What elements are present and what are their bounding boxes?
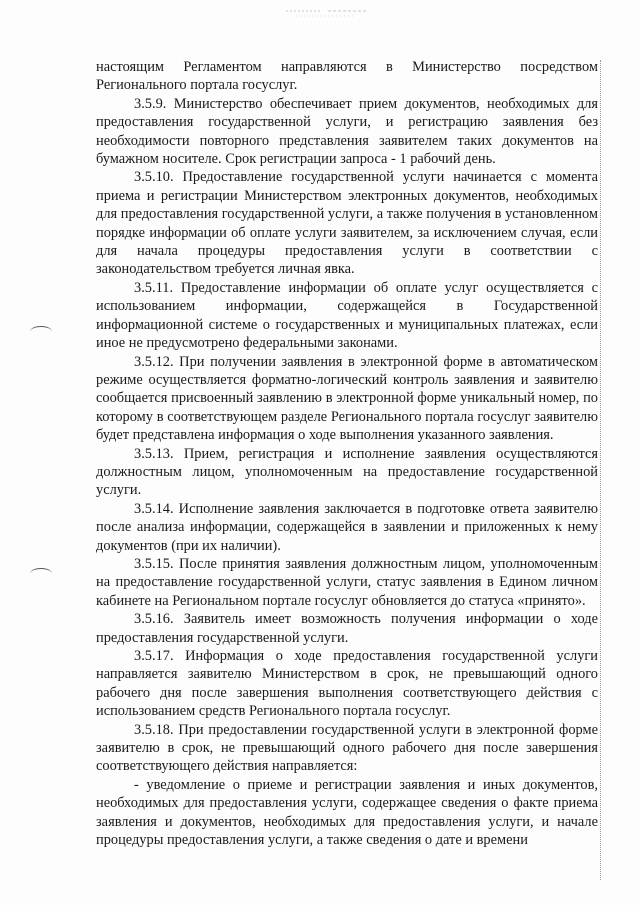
paragraph-3-5-17: 3.5.17. Информация о ходе предоставления государственной услуги направляется заявителю Министерством в срок, не превышающий одного рабочего дня после завершения выполнения соответствующего действия с использованием средств Регионального портала госуслуг. [96,648,598,720]
paragraph-3-5-15: 3.5.15. После принятия заявления должностным лицом, уполномоченным на предоставление государственной услуги, статус заявления в Едином личном кабинете на Региональном портале госуслуг обновляется до статуса «принято». [96,555,598,609]
paragraph-continuation: настоящим Регламентом направляются в Министерство посредством Регионального портала госуслуг. [96,59,598,94]
paragraph-3-5-16: 3.5.16. Заявитель имеет возможность получения информации о ходе предоставления государственной услуги. [96,611,598,646]
punch-hole-mark-lower [30,568,52,579]
paragraph-3-5-13: 3.5.13. Прием, регистрация и исполнение заявления осуществляются должностным лицом, уполномоченным на предоставление государственной услуги. [96,445,598,499]
paragraph-3-5-14: 3.5.14. Исполнение заявления заключается в подготовке ответа заявителю после анализа информации, содержащейся в заявлении и приложенных к нему документов (при их наличии). [96,500,598,554]
document-body [96,58,598,849]
punch-hole-mark-upper [30,326,52,337]
paragraph-3-5-12: 3.5.12. При получении заявления в электронной форме в автоматическом режиме осуществляется форматно-логический контроль заявления и заявителю сообщается присвоенный заявлению в электронной форме уникальный номер, по которому в соответствующем разделе Регионального портала госуслуг заявителю будет представлена информация о ходе выполнения указанного заявления. [96,353,598,444]
paragraph-3-5-18: 3.5.18. При предоставлении государственной услуги в электронной форме заявителю в срок, не превышающий одного рабочего дня после завершения соответствующего действия направляется: [96,721,598,775]
paragraph-list-item: - уведомление о приеме и регистрации заявления и иных документов, необходимых для предоставления услуги, содержащее сведения о факте приема заявления и документов, необходимых для предоставления услуги, и начале процедуры предоставления услуги, а также сведения о дате и времени [96,776,598,849]
margin-scan-line [600,60,601,880]
paragraph-3-5-10: 3.5.10. Предоставление государственной услуги начинается с момента приема и регистрации Министерством электронных документов, необходимых для предоставления государственной услуги, а также получения в установленном порядке информации об оплате услуги заявителем, за исключением случая, если для начала процедуры предоставления услуги в соответствии с законодательством требуется личная явка. [96,169,598,278]
scan-artifact-top [282,6,372,20]
paragraph-3-5-9: 3.5.9. Министерство обеспечивает прием документов, необходимых для предоставления государственной услуги, и регистрацию заявления без необходимости повторного представления заявителем таких документов на бумажном носителе. Срок регистрации запроса - 1 рабочий день. [96,95,598,168]
paragraph-3-5-11: 3.5.11. Предоставление информации об оплате услуг осуществляется с использованием информации, содержащейся в Государственной информационной системе о государственных и муниципальных платежах, если иное не предусмотрено федеральными законами. [96,279,598,352]
